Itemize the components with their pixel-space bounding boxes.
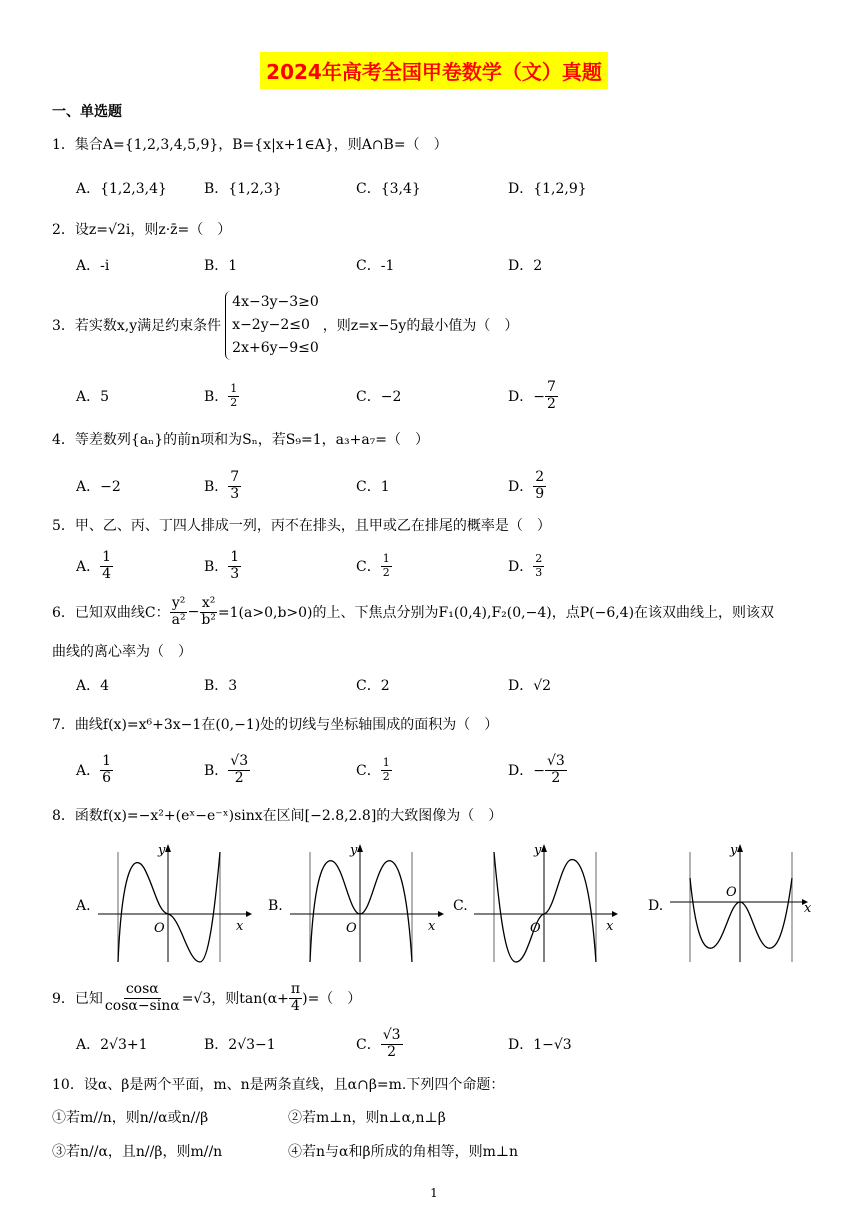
question-9-options [76, 1024, 836, 1064]
origin-label: O [530, 921, 541, 936]
option-a: A．{1,2,3,4} [76, 181, 167, 197]
option-b: B． $\frac{1}{2}$ [204, 382, 238, 409]
x-axis-label: x [804, 901, 812, 916]
question-2-options [76, 247, 836, 283]
graph-c-label: C. [453, 898, 468, 914]
option-a: A．−2 [76, 479, 121, 495]
option-d: D．2 [508, 258, 543, 274]
constraint-2: x−2y−2≤0 [232, 316, 310, 333]
x-arrow-icon [438, 911, 444, 917]
question-6-options [76, 667, 836, 703]
question-2-stem: 2．设z=√2i，则z·z̄=（ ） [52, 222, 232, 238]
question-4-options [76, 466, 836, 506]
option-b: B．1 [204, 258, 238, 274]
option-c: C．−2 [356, 389, 402, 405]
origin-label: O [154, 921, 165, 936]
page-title: 2024年高考全国甲卷数学（文）真题 [260, 52, 608, 89]
option-b: B．2√3−1 [204, 1037, 276, 1053]
question-1-stem: 1．集合A={1,2,3,4,5,9}，B={x|x+1∈A}，则A∩B=（ ） [52, 137, 448, 153]
option-d: D．1−√3 [508, 1037, 572, 1053]
option-b: B．{1,2,3} [204, 181, 282, 197]
option-d: D． $\frac{2}{3}$ [508, 552, 543, 579]
option-a: A．5 [76, 389, 110, 405]
x-arrow-icon [246, 911, 252, 917]
y-axis-label: y [158, 843, 166, 858]
graph-b-label: B. [268, 898, 283, 914]
question-3-stem [52, 290, 518, 360]
y-arrow-icon [165, 844, 171, 852]
option-b: B．3 [204, 678, 238, 694]
y-arrow-icon [357, 844, 363, 852]
option-d: D．{1,2,9} [508, 181, 587, 197]
constraint-1: 4x−3y−3≥0 [232, 293, 319, 310]
proposition-4: ④若n与α和β所成的角相等，则m⊥n [288, 1144, 519, 1160]
option-a: A． $\frac{1}{4}$ [76, 549, 112, 582]
y-axis-label: y [534, 843, 542, 858]
option-b: B． $\frac{√3}{2}$ [204, 753, 249, 786]
proposition-2: ②若m⊥n，则n⊥α,n⊥β [288, 1110, 446, 1126]
curve-d [690, 878, 792, 948]
question-10-stem: 10．设α、β是两个平面，m、n是两条直线，且α∩β=m.下列四个命题： [52, 1077, 505, 1093]
proposition-1: ①若m//n，则n//α或n//β [52, 1110, 209, 1126]
option-c: C．-1 [356, 258, 395, 274]
y-axis-label: y [350, 843, 358, 858]
question-4-stem: 4．等差数列{aₙ}的前n项和为Sₙ，若S₉=1，a₃+a₇=（ ） [52, 432, 430, 448]
y-axis-label: y [730, 843, 738, 858]
option-b: B． $\frac{1}{3}$ [204, 549, 240, 582]
x-axis-label: x [428, 919, 436, 934]
question-5-stem: 5．甲、乙、丙、丁四人排成一列，丙不在排头，且甲或乙在排尾的概率是（ ） [52, 518, 551, 534]
option-b: B． $\frac{7}{3}$ [204, 469, 240, 502]
question-5-options [76, 546, 836, 586]
page-number: 1 [430, 1186, 438, 1200]
x-arrow-icon [612, 911, 618, 917]
graph-d-label: D. [648, 898, 664, 914]
graph-c [472, 838, 642, 968]
option-d: D．− $\frac{√3}{2}$ [508, 753, 565, 786]
option-a: A．4 [76, 678, 110, 694]
option-a: A．2√3+1 [76, 1037, 148, 1053]
question-6-stem: 6．已知双曲线C： $\frac{\text{y²}}{\text{a²}}$ − $\frac{\text{x²}}{\text{b²}}$ =1(a>0,b>0)的上、下焦点分别为F₁(0,4),F₂(0,−4)，点P(−6,4)在该双曲线上，则该双 [52, 595, 775, 628]
proposition-3: ③若n//α，且n//β，则m//n [52, 1144, 223, 1160]
curve-a [118, 852, 220, 962]
curve-b [310, 861, 412, 962]
y-arrow-icon [541, 844, 547, 852]
constraint-3: 2x+6y−9≤0 [232, 339, 319, 356]
constraint-system [225, 291, 319, 360]
question-8-stem: 8．函数f(x)=−x²+(eˣ−e⁻ˣ)sinx在区间[−2.8,2.8]的大致图像为（ ） [52, 808, 503, 824]
graph-d [668, 838, 838, 968]
option-d: D． $\frac{2}{9}$ [508, 469, 545, 502]
option-a: A． $\frac{1}{6}$ [76, 753, 112, 786]
option-c: C． $\frac{√3}{2}$ [356, 1027, 401, 1060]
question-9-stem: 9．已知 $\frac{\cos\alpha}{\cos\alpha-\sin\alpha}$ =√3，则tan(α+ $\frac{\pi}{4}$ )=（ ） [52, 981, 362, 1014]
option-c: C．{3,4} [356, 181, 421, 197]
option-c: C． $\frac{1}{2}$ [356, 552, 390, 579]
question-7-stem: 7．曲线f(x)=x⁶+3x−1在(0,−1)处的切线与坐标轴围成的面积为（ ） [52, 717, 499, 733]
y-arrow-icon [737, 844, 743, 852]
option-c: C．1 [356, 479, 390, 495]
question-3-pre: 3．若实数x,y满足约束条件 [52, 318, 222, 334]
option-d: D．− $\frac{7}{2}$ [508, 379, 556, 412]
origin-label: O [726, 885, 737, 900]
graph-a-label: A. [76, 898, 91, 914]
question-1-options [76, 170, 836, 206]
x-axis-label: x [236, 919, 244, 934]
graph-a [96, 838, 266, 968]
option-a: A．-i [76, 258, 110, 274]
origin-label: O [346, 921, 357, 936]
option-c: C．2 [356, 678, 390, 694]
option-d: D．√2 [508, 678, 552, 694]
x-axis-label: x [606, 919, 614, 934]
question-3-options [76, 376, 836, 416]
question-3-post: ，则z=x−5y的最小值为（ ） [322, 318, 519, 334]
question-6-stem-line2: 曲线的离心率为（ ） [52, 644, 192, 660]
option-c: C． $\frac{1}{2}$ [356, 756, 390, 783]
graph-b [288, 838, 458, 968]
curve-c [494, 852, 596, 962]
question-7-options [76, 750, 836, 790]
section-heading: 一、单选题 [52, 104, 122, 120]
